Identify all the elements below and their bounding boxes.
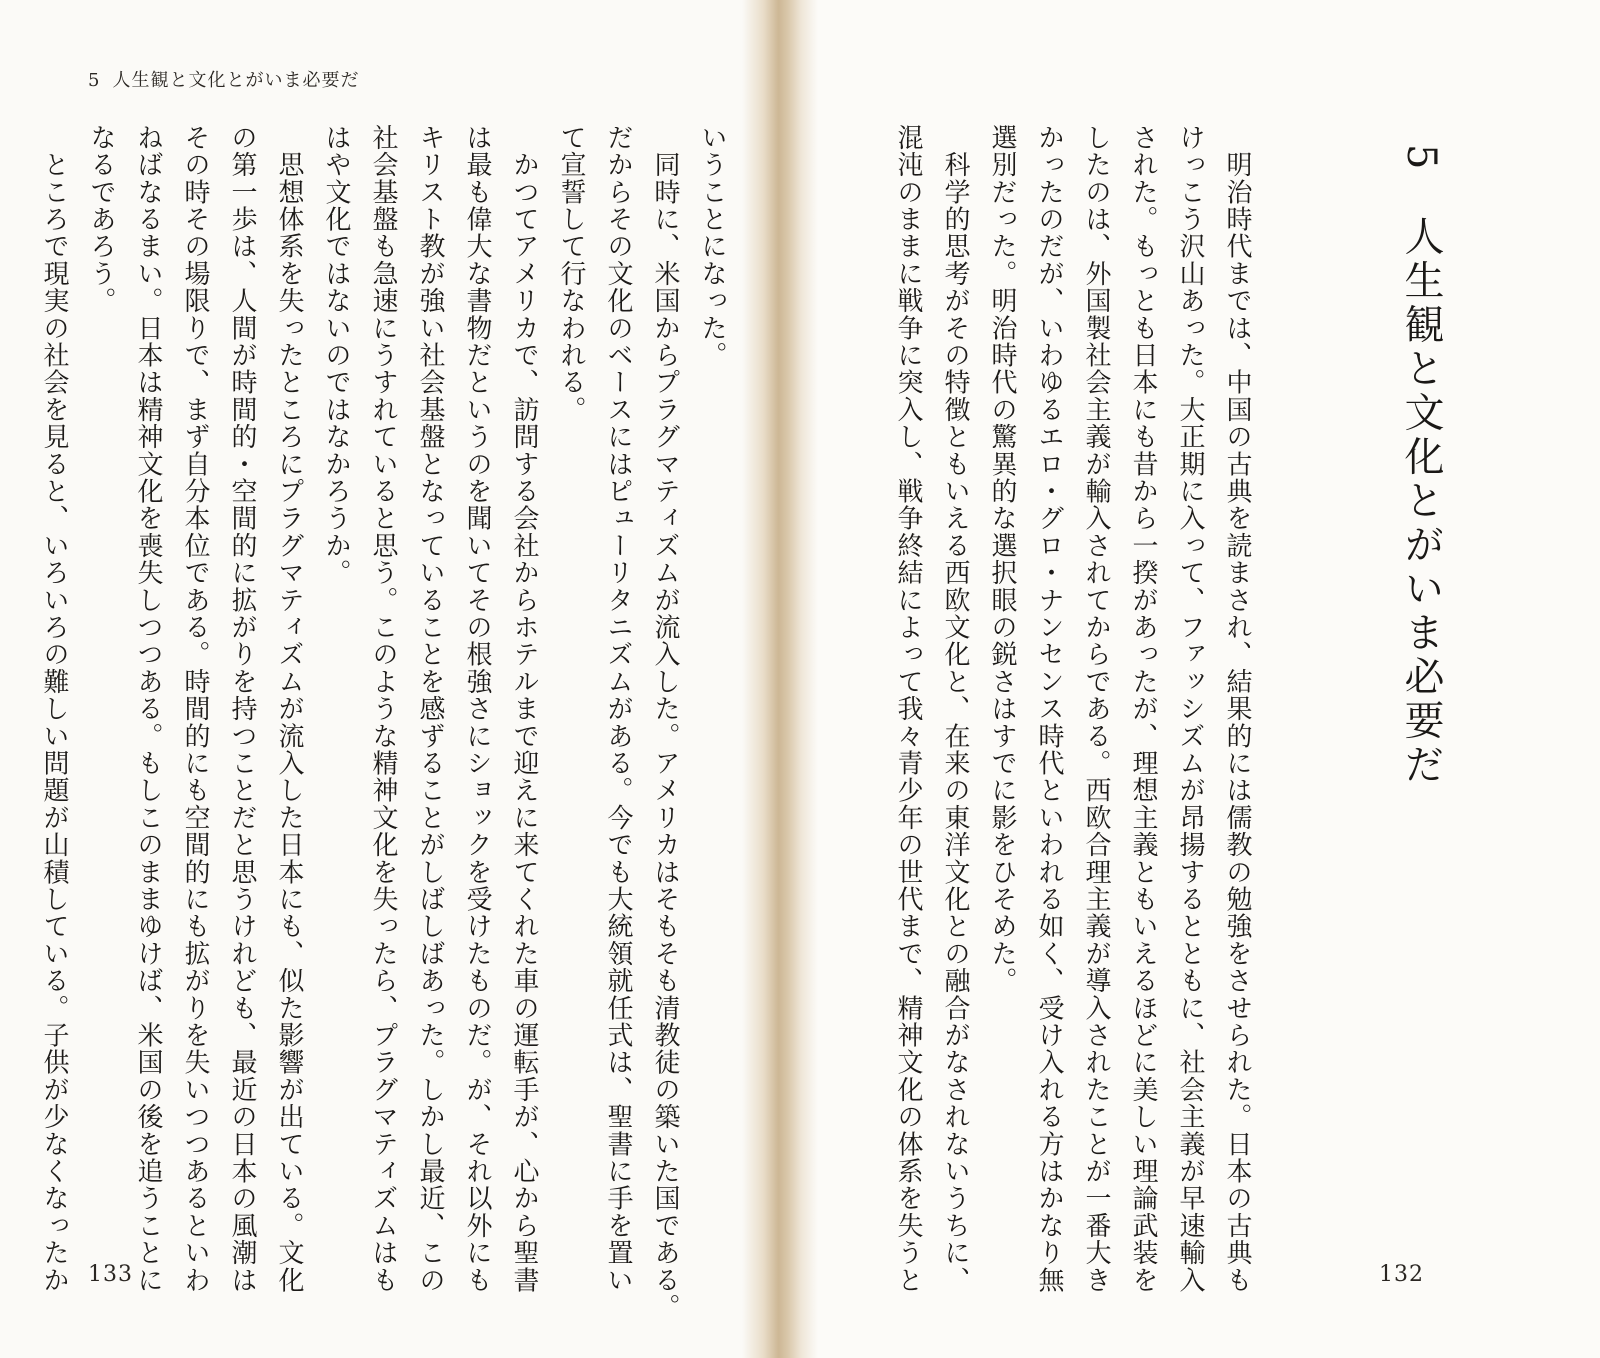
right-page — [775, 0, 1600, 1358]
left-page — [0, 0, 775, 1358]
page-number-left: 133 — [88, 1262, 133, 1287]
running-head — [88, 66, 359, 92]
running-head-number: 5 — [88, 70, 101, 91]
book-gutter — [742, 0, 818, 1358]
right-page-body-text: 明治時代までは、中国の古典を読まされ、結果的には儒教の勉強をさせられた。日本の古典も けっこう沢山あった。大正期に入って、ファッシズムが昂揚するとともに、社会主義が早速輸入 された。もっとも日本にも昔から一揆があったが、理想主義ともいえるほどに美しい理論武装を したのは、外国製社会主義が輸入されてからである。西欧合理主義が導入されたことが一番大き かったのだが、いわゆるエロ・グロ・ナンセンス時代といわれる如く、受け入れる方はかなり無 選別だった。明治時代の驚異的な選択眼の鋭さはすでに影をひそめた。 科学的思考がその特徴ともいえる西欧文化と、在来の東洋文化との融合がなされないうちに、 混沌のままに戦争に突入し、戦争終結によって我々青少年の世代まで、精神文化の体系を失うと — [893, 124, 1252, 1294]
chapter-title: 人生観と文化とがいま必要だ — [1398, 215, 1444, 788]
chapter-heading — [1393, 144, 1450, 787]
page-number-right: 132 — [1379, 1262, 1424, 1287]
left-page-body-text: いうことになった。 同時に、米国からプラグマティズムが流入した。アメリカはそもそも清教徒の築いた国である。 だからその文化のベースにはピューリタニズムがある。今でも大統領就任式は、聖書に手を置い て宣誓して行なわれる。 かつてアメリカで、訪問する会社からホテルまで迎えに来てくれた車の運転手が、心から聖書 は最も偉大な書物だというのを聞いてその根強さにショックを受けたものだ。が、それ以外にも キリスト教が強い社会基盤となっていることを感ずることがしばしばあった。しかし最近、この 社会基盤も急速にうすれていると思う。このような精神文化を失ったら、プラグマティズムはも はや文化ではないのではなかろうか。 思想体系を失ったところにプラグマティズムが流入した日本にも、似た影響が出ている。文化 の第一歩は、人間が時間的・空間的に拡がりを持つことだと思うけれども、最近の日本の風潮は その時その場限りで、まず自分本位である。時間的にも空間的にも拡がりを失いつつあるといわ ねばなるまい。日本は精神文化を喪失しつつある。もしこのままゆけば、米国の後を追うことに なるであろう。 ところで現実の社会を見ると、いろいろの難しい問題が山積している。子供が少なくなったか — [39, 124, 727, 1321]
running-head-title: 人生観と文化とがいま必要だ — [112, 70, 360, 91]
chapter-number: 5 — [1398, 144, 1444, 174]
